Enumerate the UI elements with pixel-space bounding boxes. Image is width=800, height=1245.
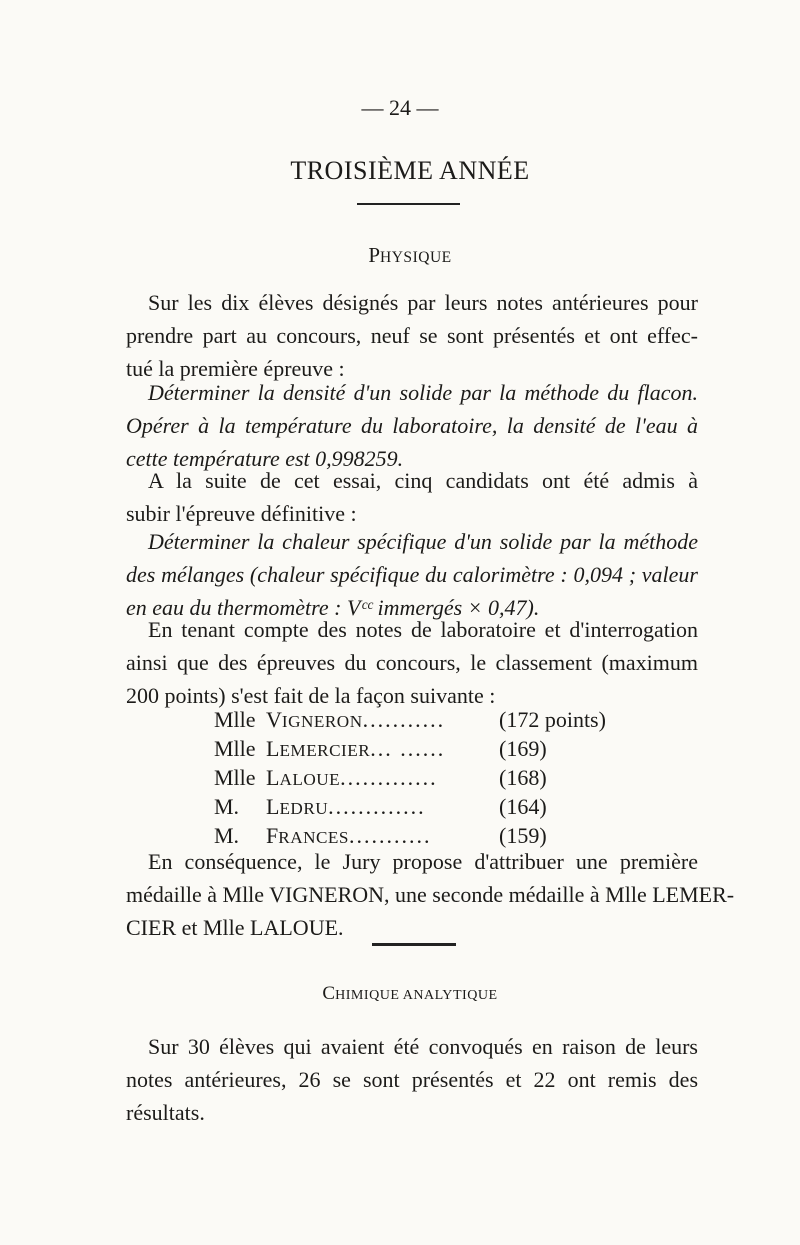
name-rest: ALOUE: [279, 770, 341, 789]
ranking-points: (168): [499, 765, 547, 790]
section-divider: [372, 943, 456, 946]
name-rest: RANCES: [278, 828, 349, 847]
text-line: résultats.: [126, 1100, 205, 1125]
name-initial: V: [266, 707, 282, 732]
ranking-row: [214, 705, 634, 734]
ranking-points: (164): [499, 794, 547, 819]
text-line: Sur les dix élèves désignés par leurs notes antérieures pour: [148, 290, 698, 315]
text-line: notes antérieures, 26 se sont présentés et 22 ont remis des: [126, 1067, 698, 1092]
text-line: cette température est 0,998259.: [126, 446, 404, 471]
section-heading-chimique: [0, 983, 800, 1005]
paragraph-admission: [126, 464, 698, 530]
ranking-points: (172 points): [499, 707, 606, 732]
name-initial: L: [266, 765, 280, 790]
text-line: médaille à Mlle VIGNERON, une seconde médaille à Mlle LEMER-: [126, 882, 735, 907]
ranking-row: [214, 734, 634, 763]
text-line: Déterminer la densité d'un solide par la méthode du flacon.: [148, 380, 698, 405]
section-heading-rest: HIMIQUE ANALYTIQUE: [335, 987, 498, 1003]
text-line: subir l'épreuve définitive :: [126, 501, 357, 526]
text-line: Opérer à la température du laboratoire, la densité de l'eau à: [126, 413, 698, 438]
ranking-points: (159): [499, 823, 547, 848]
name-initial: F: [266, 823, 279, 848]
ranking-name: [266, 763, 499, 792]
ranking-row: [214, 792, 634, 821]
name-rest: IGNERON: [281, 712, 363, 731]
ranking-title: M.: [214, 823, 240, 848]
leader-dots: ...........: [362, 707, 446, 732]
name-initial: L: [266, 794, 280, 819]
ranking-title: M.: [214, 794, 240, 819]
title-divider: [357, 203, 460, 205]
text-line: tué la première épreuve :: [126, 356, 345, 381]
leader-dots: ... ......: [370, 736, 446, 761]
section-heading-initial: P: [368, 243, 380, 267]
ranking-title: Mlle: [214, 765, 256, 790]
page-number: — 24 —: [361, 95, 439, 120]
name-initial: L: [266, 736, 280, 761]
ranking-list: [214, 705, 634, 850]
text-line: ainsi que des épreuves du concours, le classement (maximum: [126, 650, 698, 675]
paragraph-conclusion: [126, 845, 735, 944]
text-line: 200 points) s'est fait de la façon suivante :: [126, 683, 496, 708]
leader-dots: ...........: [348, 823, 432, 848]
paragraph-first-test: [126, 376, 698, 475]
text-line: en eau du thermomètre : Vᶜᶜ immergés × 0,47).: [126, 595, 540, 620]
text-line: prendre part au concours, neuf se sont présentés et ont effec-: [126, 323, 698, 348]
section-heading-rest: HYSIQUE: [380, 249, 452, 266]
text-line: CIER et Mlle LALOUE.: [126, 915, 344, 940]
leader-dots: .............: [340, 765, 438, 790]
paragraph-chemistry: [126, 1030, 698, 1129]
text-line: En tenant compte des notes de laboratoire et d'interrogation: [148, 617, 698, 642]
text-line: Sur 30 élèves qui avaient été convoqués en raison de leurs: [148, 1034, 698, 1059]
page-title: TROISIÈME ANNÉE: [290, 156, 530, 185]
ranking-title: Mlle: [214, 707, 256, 732]
paragraph-intro: [126, 286, 698, 385]
ranking-points: (169): [499, 736, 547, 761]
paragraph-final-test: [126, 525, 698, 624]
text-line: des mélanges (chaleur spécifique du calorimètre : 0,094 ; valeur: [126, 562, 698, 587]
text-line: En conséquence, le Jury propose d'attribuer une première: [148, 849, 698, 874]
name-rest: EDRU: [279, 799, 329, 818]
ranking-name: [266, 792, 499, 821]
ranking-name: [266, 734, 499, 763]
name-rest: EMERCIER: [279, 741, 371, 760]
ranking-row: [214, 763, 634, 792]
text-line: A la suite de cet essai, cinq candidats ont été admis à: [148, 468, 698, 493]
section-heading-physique: [0, 243, 800, 268]
section-heading-initial: C: [322, 983, 336, 1004]
leader-dots: .............: [328, 794, 426, 819]
ranking-name: [266, 705, 499, 734]
text-line: Déterminer la chaleur spécifique d'un solide par la méthode: [148, 529, 698, 554]
paragraph-ranking-intro: [126, 613, 698, 712]
ranking-title: Mlle: [214, 736, 256, 761]
